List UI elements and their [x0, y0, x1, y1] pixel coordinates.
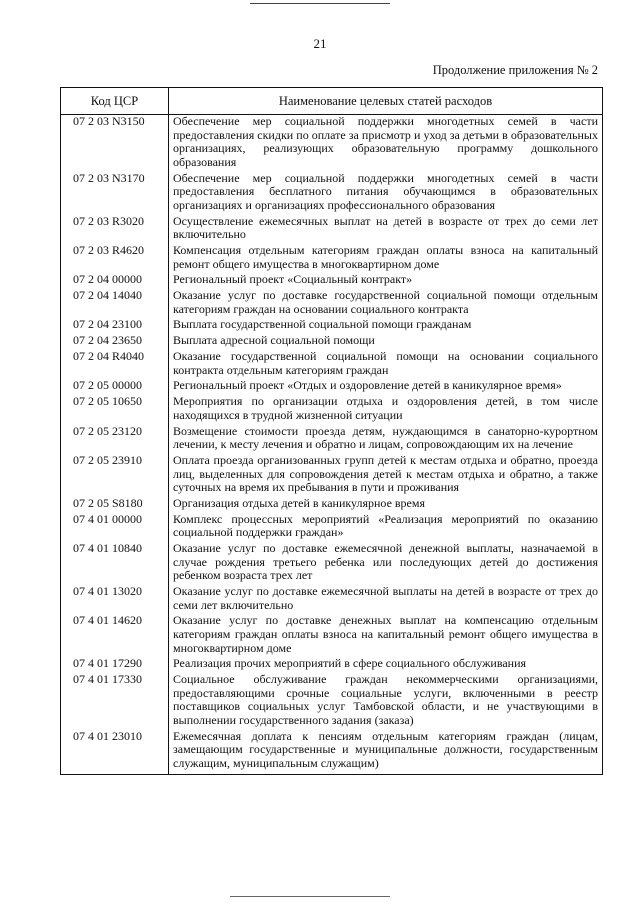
row-code: 07 2 03 N3170: [61, 172, 169, 215]
row-name: Оказание услуг по доставке государственной социальной помощи отдельным категориям граждан на основании социального контракта: [169, 289, 603, 318]
table-row: [61, 289, 603, 318]
row-code: 07 2 05 10650: [61, 395, 169, 424]
row-code: 07 2 04 23100: [61, 318, 169, 334]
row-code: 07 4 01 14620: [61, 614, 169, 657]
table-row: [61, 454, 603, 497]
table-row: [61, 585, 603, 614]
row-name: Организация отдыха детей в каникулярное время: [169, 497, 603, 513]
row-code: 07 2 04 R4040: [61, 350, 169, 379]
row-code: 07 2 04 14040: [61, 289, 169, 318]
table-row: [61, 334, 603, 350]
row-name: Компенсация отдельным категориям граждан оплаты взноса на капитальный ремонт общего имущества в многоквартирном доме: [169, 244, 603, 273]
row-code: 07 2 03 N3150: [61, 115, 169, 172]
table-row: [61, 542, 603, 585]
row-name: Региональный проект «Отдых и оздоровление детей в каникулярное время»: [169, 379, 603, 395]
table-row: [61, 425, 603, 454]
row-name: Региональный проект «Социальный контракт»: [169, 273, 603, 289]
table-row: [61, 350, 603, 379]
row-code: 07 4 01 10840: [61, 542, 169, 585]
row-name: Обеспечение мер социальной поддержки многодетных семей в части предоставления скидки по оплате за присмотр и уход за детьми в образовательных организациях, реализующих образовательную программу дошкольного образования: [169, 115, 603, 172]
row-code: 07 2 05 S8180: [61, 497, 169, 513]
table-row: [61, 318, 603, 334]
table-row: [61, 244, 603, 273]
row-code: 07 2 05 00000: [61, 379, 169, 395]
row-name: Обеспечение мер социальной поддержки многодетных семей в части предоставления бесплатного питания обучающимся в образовательных организациях и организациях профессионального образования: [169, 172, 603, 215]
table-row: [61, 657, 603, 673]
appendix-continuation-label: Продолжение приложения № 2: [432, 63, 598, 77]
page-number: 21: [313, 36, 327, 51]
row-name: Социальное обслуживание граждан некоммерческими организациями, предоставляющими срочные социальные услуги, включенными в реестр поставщиков социальных услуг Тамбовской области, и не участвующими в выполнении государственного задания (заказа): [169, 673, 603, 730]
table-row: [61, 215, 603, 244]
row-code: 07 4 01 00000: [61, 513, 169, 542]
table-row: [61, 379, 603, 395]
bottom-margin-rule: [230, 896, 390, 897]
table-row: [61, 273, 603, 289]
row-name: Комплекс процессных мероприятий «Реализация мероприятий по оказанию социальной поддержки граждан»: [169, 513, 603, 542]
table-row: [61, 395, 603, 424]
row-code: 07 2 04 00000: [61, 273, 169, 289]
row-name: Выплата адресной социальной помощи: [169, 334, 603, 350]
row-name: Мероприятия по организации отдыха и оздоровления детей, в том числе находящихся в трудной жизненной ситуации: [169, 395, 603, 424]
table-body: [61, 115, 603, 775]
table-row: [61, 673, 603, 730]
row-name: Оказание услуг по доставке ежемесячной выплаты на детей в возрасте от трех до семи лет включительно: [169, 585, 603, 614]
row-code: 07 2 03 R4620: [61, 244, 169, 273]
row-code: 07 2 05 23120: [61, 425, 169, 454]
row-code: 07 2 05 23910: [61, 454, 169, 497]
row-code: 07 4 01 17290: [61, 657, 169, 673]
expense-items-table: [60, 87, 603, 775]
row-name: Выплата государственной социальной помощи гражданам: [169, 318, 603, 334]
column-header-name: Наименование целевых статей расходов: [169, 88, 603, 115]
row-name: Оказание государственной социальной помощи на основании социального контракта отдельным категориям граждан: [169, 350, 603, 379]
table-row: [61, 513, 603, 542]
row-name: Оказание услуг по доставке ежемесячной денежной выплаты, назначаемой в случае рождения третьего ребенка или последующих детей до достижения ребенком возраста трех лет: [169, 542, 603, 585]
table-header-row: [61, 88, 603, 115]
row-code: 07 4 01 23010: [61, 730, 169, 775]
row-code: 07 4 01 13020: [61, 585, 169, 614]
table-row: [61, 115, 603, 172]
table-row: [61, 497, 603, 513]
row-name: Возмещение стоимости проезда детям, нуждающимся в санаторно-курортном лечении, к месту лечения и обратно и лицам, сопровождающим их на лечение: [169, 425, 603, 454]
row-name: Ежемесячная доплата к пенсиям отдельным категориям граждан (лицам, замещающим государственные и муниципальные должности, государственным служащим, муниципальным служащим): [169, 730, 603, 775]
column-header-code: Код ЦСР: [61, 88, 169, 115]
row-code: 07 2 03 R3020: [61, 215, 169, 244]
top-margin-rule: [250, 3, 390, 4]
table-row: [61, 730, 603, 775]
row-name: Оплата проезда организованных групп детей к местам отдыха и обратно, проезда лиц, выделенных для сопровождения детей к местам отдыха и обратно, а также суточных на время их пребывания в пути и проживания: [169, 454, 603, 497]
row-name: Реализация прочих мероприятий в сфере социального обслуживания: [169, 657, 603, 673]
row-name: Осуществление ежемесячных выплат на детей в возрасте от трех до семи лет включительно: [169, 215, 603, 244]
row-name: Оказание услуг по доставке денежных выплат на компенсацию отдельным категориям граждан оплаты взноса на капитальный ремонт общего имущества в многоквартирном доме: [169, 614, 603, 657]
table-row: [61, 172, 603, 215]
row-code: 07 4 01 17330: [61, 673, 169, 730]
table-row: [61, 614, 603, 657]
row-code: 07 2 04 23650: [61, 334, 169, 350]
